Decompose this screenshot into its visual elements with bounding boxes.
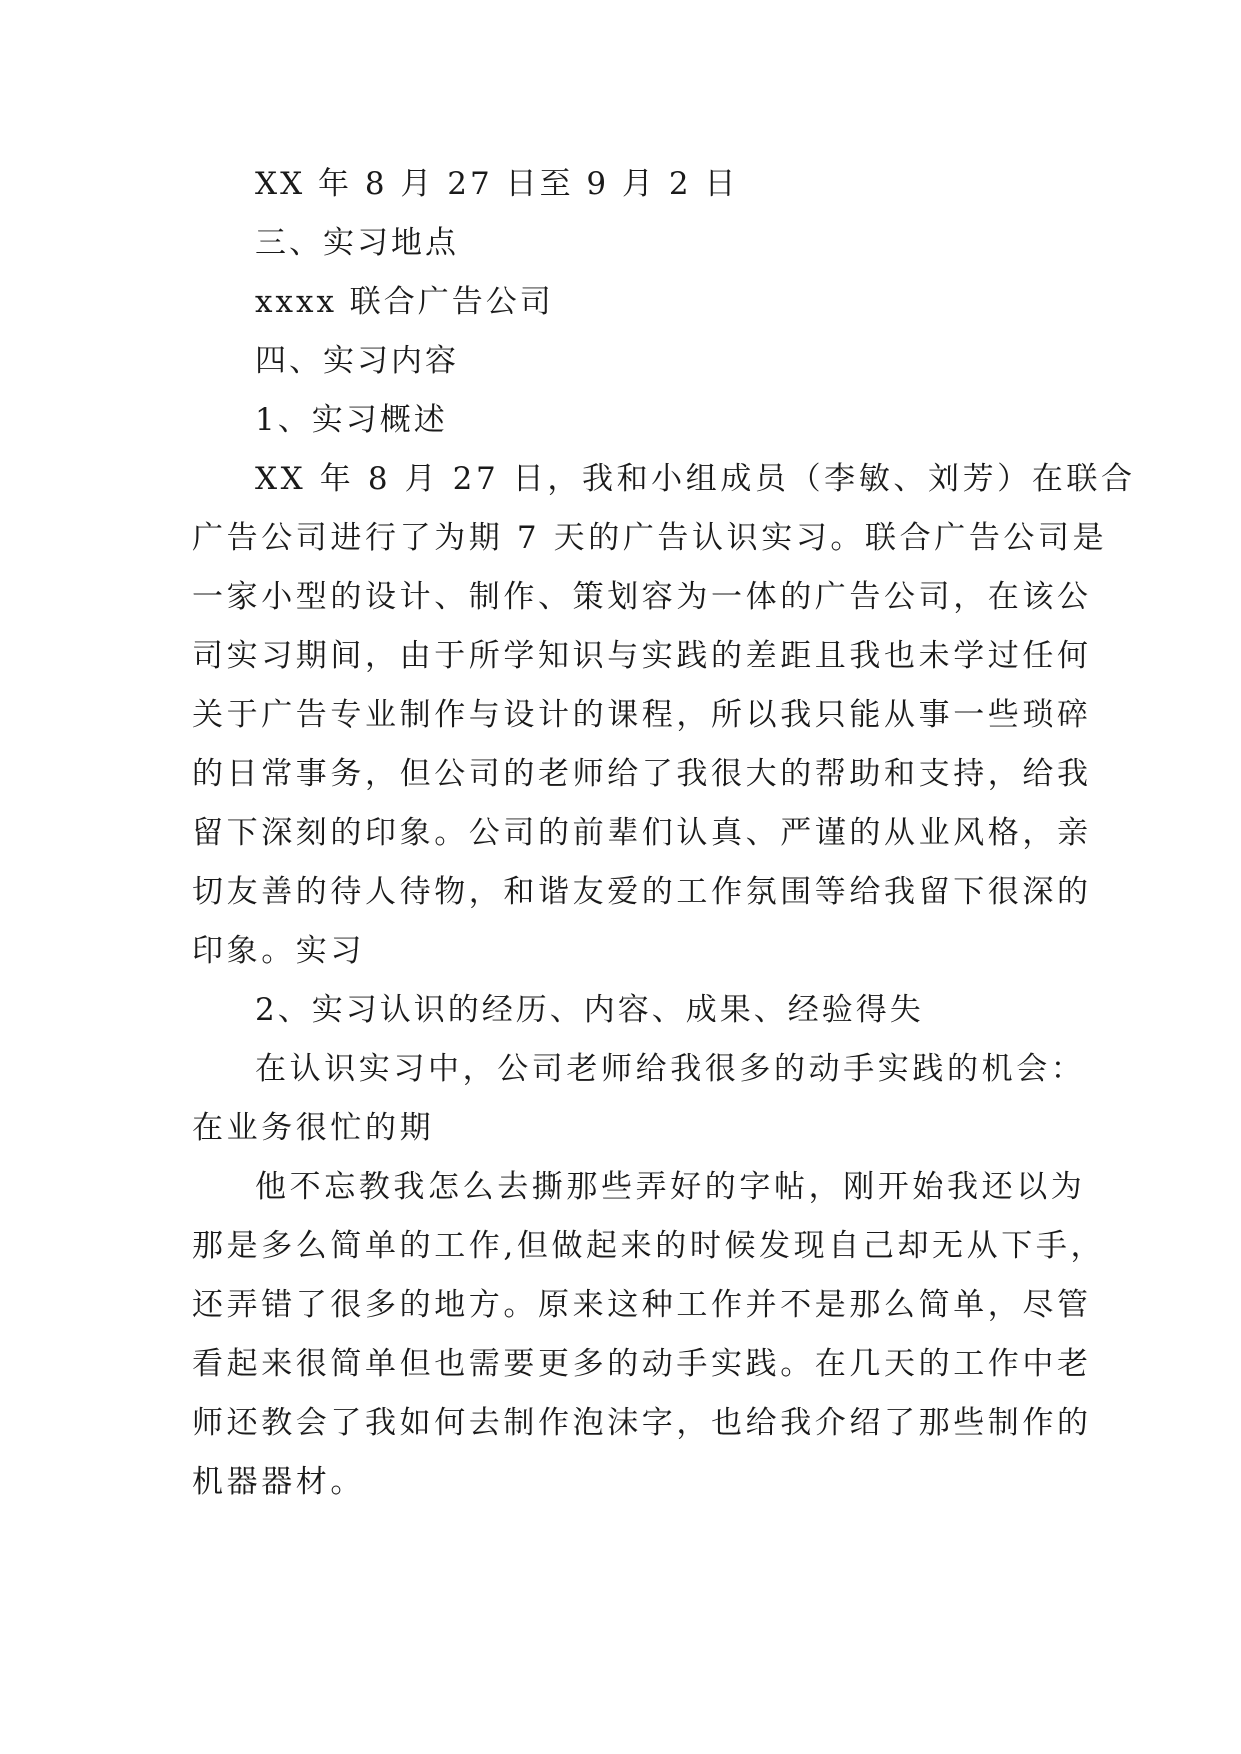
subsection-heading-overview: 1、实习概述 bbox=[255, 402, 448, 438]
subsection-heading-experience: 2、实习认识的经历、内容、成果、经验得失 bbox=[255, 992, 924, 1028]
paragraph-line: 他不忘教我怎么去撕那些弄好的字帖，刚开始我还以为 bbox=[255, 1169, 1086, 1205]
paragraph-line: 在认识实习中，公司老师给我很多的动手实践的机会： bbox=[255, 1051, 1086, 1087]
paragraph-line: 在业务很忙的期 bbox=[192, 1110, 435, 1146]
paragraph-teaching bbox=[192, 1158, 1106, 1512]
paragraph-line: 的日常事务，但公司的老师给了我很大的帮助和支持，给我 bbox=[192, 756, 1092, 792]
paragraph-line-date-range: XX 年 8 月 27 日至 9 月 2 日 bbox=[255, 166, 739, 202]
paragraph-line: 机器器材。 bbox=[192, 1464, 365, 1500]
paragraph-line-company: xxxx 联合广告公司 bbox=[255, 284, 554, 320]
section-heading-content: 四、实习内容 bbox=[255, 343, 459, 379]
paragraph-line: 还弄错了很多的地方。原来这种工作并不是那么简单，尽管 bbox=[192, 1287, 1092, 1323]
paragraph-line: 看起来很简单但也需要更多的动手实践。在几天的工作中老 bbox=[192, 1346, 1092, 1382]
paragraph-line: 司实习期间，由于所学知识与实践的差距且我也未学过任何 bbox=[192, 638, 1092, 674]
paragraph-line: 一家小型的设计、制作、策划容为一体的广告公司，在该公 bbox=[192, 579, 1092, 615]
paragraph-line: 留下深刻的印象。公司的前辈们认真、严谨的从业风格，亲 bbox=[192, 815, 1092, 851]
paragraph-line: 广告公司进行了为期 7 天的广告认识实习。联合广告公司是 bbox=[192, 520, 1108, 556]
paragraph-overview bbox=[192, 450, 1136, 981]
paragraph-line: 关于广告专业制作与设计的课程，所以我只能从事一些琐碎 bbox=[192, 697, 1092, 733]
paragraph-line: 切友善的待人待物，和谐友爱的工作氛围等给我留下很深的 bbox=[192, 874, 1092, 910]
paragraph-line: XX 年 8 月 27 日，我和小组成员（李敏、刘芳）在联合 bbox=[255, 461, 1136, 497]
paragraph-line: 印象。实习 bbox=[192, 933, 365, 969]
section-heading-location: 三、实习地点 bbox=[255, 225, 459, 261]
paragraph-line: 那是多么简单的工作,但做起来的时候发现自己却无从下手， bbox=[192, 1228, 1106, 1264]
paragraph-practice bbox=[192, 1040, 1086, 1158]
document-body bbox=[192, 155, 1136, 1512]
paragraph-line: 师还教会了我如何去制作泡沫字，也给我介绍了那些制作的 bbox=[192, 1405, 1092, 1441]
